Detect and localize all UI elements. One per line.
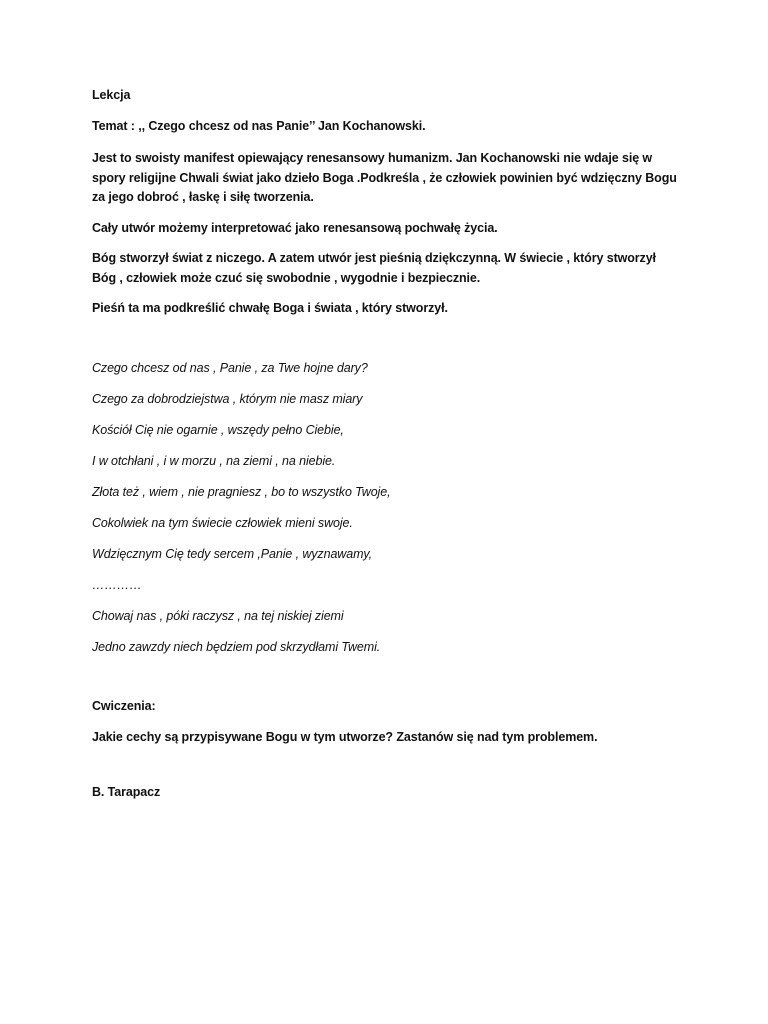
paragraph-creation: Bóg stworzył świat z niczego. A zatem utwór jest pieśnią dziękczynną. W świecie , który stworzył Bóg , człowiek może czuć się swobodnie , wygodnie i bezpiecznie. [92, 251, 656, 285]
poem-excerpt [92, 359, 692, 658]
poem-line: Czego za dobrodziejstwa , którym nie masz miary [92, 391, 363, 406]
poem-line: Cokolwiek na tym świecie człowiek mieni swoje. [92, 515, 353, 530]
poem-line: Kościół Cię nie ogarnie , wszędy pełno Ciebie, [92, 422, 344, 437]
document-page [92, 86, 692, 803]
lesson-heading: Lekcja [92, 88, 131, 102]
exercises-heading: Cwiczenia: [92, 699, 156, 713]
paragraph-praise: Pieśń ta ma podkreślić chwałę Boga i świata , który stworzył. [92, 301, 448, 315]
paragraph-intro: Jest to swoisty manifest opiewający renesansowy humanizm. Jan Kochanowski nie wdaje się w spory religijne Chwali świat jako dzieło Boga .Podkreśla , że człowiek powinien być wdzięczny Bogu za jego dobroć , łaskę i siłę tworzenia. [92, 151, 677, 204]
poem-ellipsis: ………… [92, 577, 142, 592]
lesson-topic: Temat : ,, Czego chcesz od nas Panie’’ Jan Kochanowski. [92, 118, 426, 133]
poem-line: Wdzięcznym Cię tedy sercem ,Panie , wyznawamy, [92, 546, 372, 561]
paragraph-interpretation: Cały utwór możemy interpretować jako renesansową pochwałę życia. [92, 220, 498, 235]
poem-line: I w otchłani , i w morzu , na ziemi , na niebie. [92, 453, 336, 468]
exercise-question: Jakie cechy są przypisywane Bogu w tym utworze? Zastanów się nad tym problemem. [92, 729, 598, 744]
poem-line: Czego chcesz od nas , Panie , za Twe hojne dary? [92, 360, 368, 375]
poem-line: Chowaj nas , póki raczysz , na tej niskiej ziemi [92, 608, 344, 623]
poem-line: Jedno zawzdy niech będziem pod skrzydłami Twemi. [92, 639, 381, 654]
poem-line: Złota też , wiem , nie pragniesz , bo to wszystko Twoje, [92, 484, 391, 499]
author-signature: B. Tarapacz [92, 785, 161, 799]
